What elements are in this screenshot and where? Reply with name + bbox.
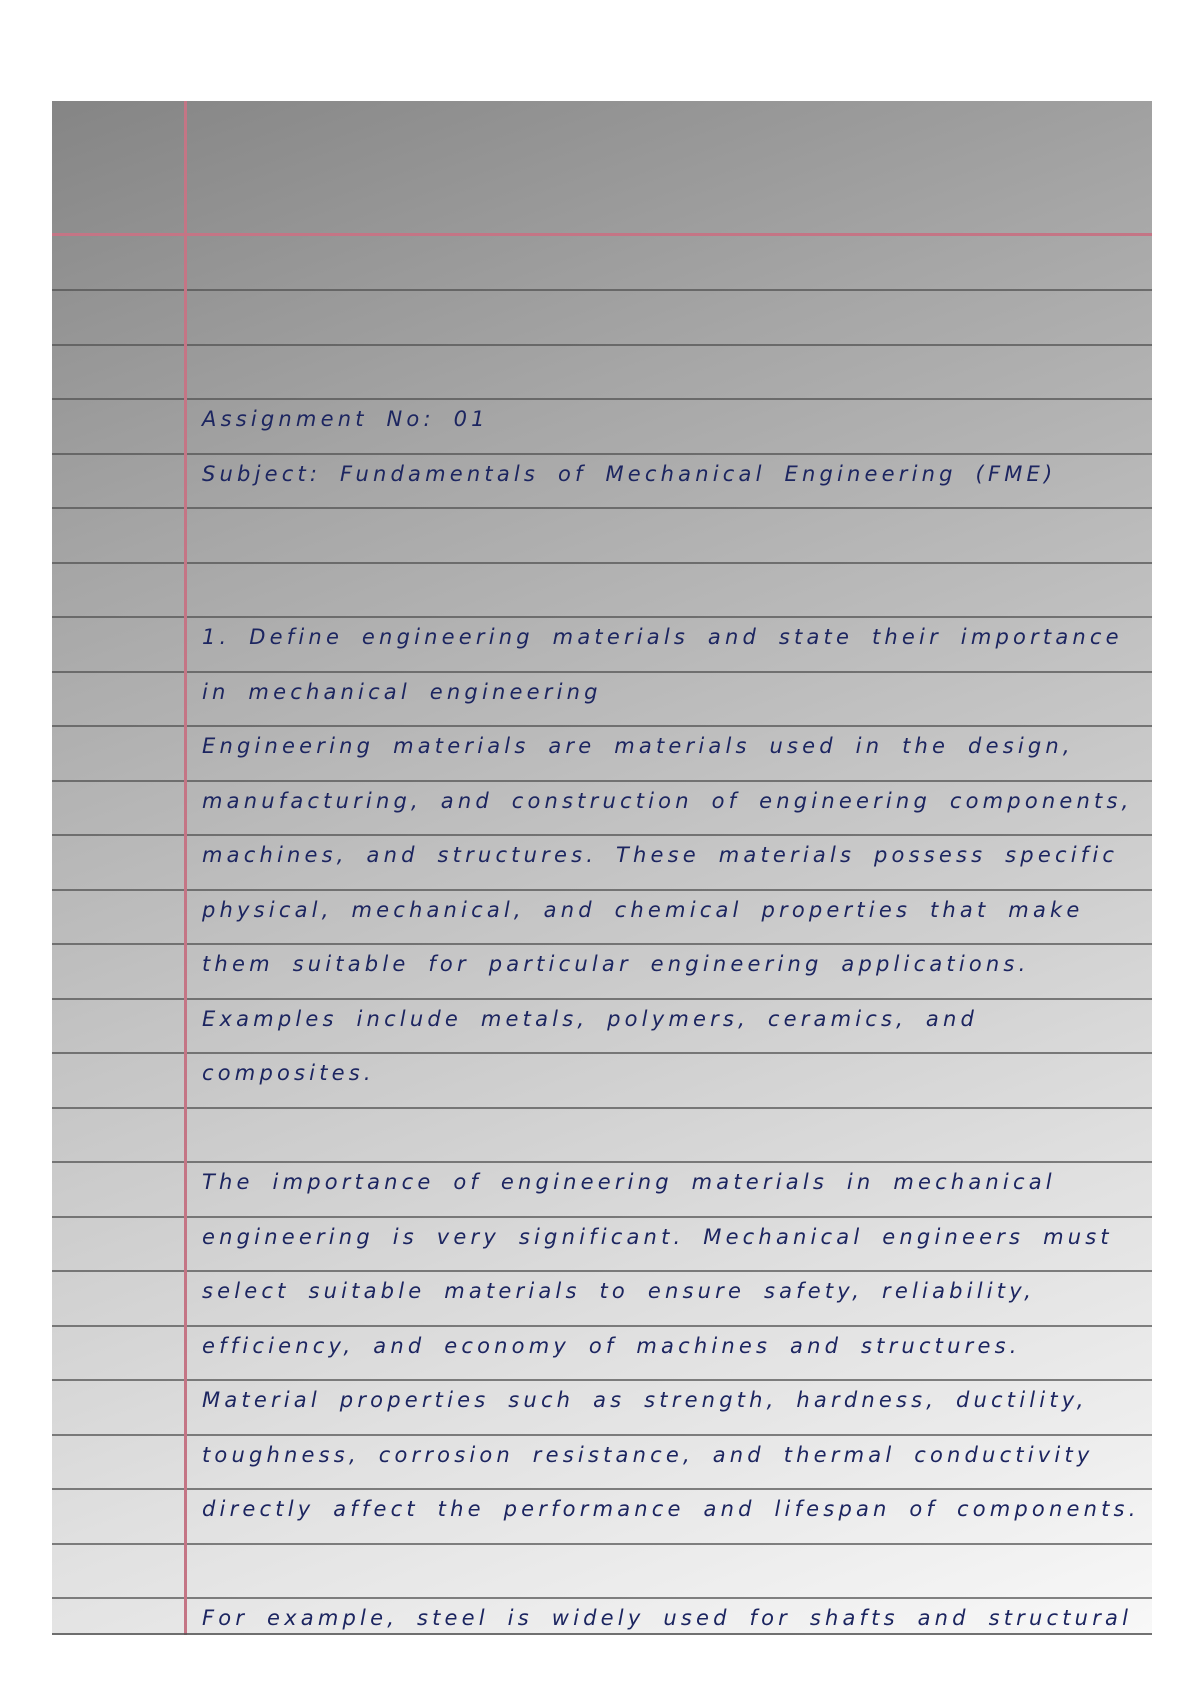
question-line: 1. Define engineering materials and state their importance — [202, 625, 1123, 649]
subject-line: Subject: Fundamentals of Mechanical Engineering (FME) — [202, 461, 1057, 486]
paragraph-line: manufacturing, and construction of engineering components, — [202, 788, 1133, 813]
paragraph-line: machines, and structures. These materials possess specific — [202, 843, 1119, 867]
paragraph-line: directly affect the performance and lifespan of components. — [202, 1497, 1140, 1521]
paragraph-line: For example, steel is widely used for shafts and structural — [202, 1606, 1133, 1630]
handwritten-text — [202, 101, 1152, 1635]
left-margin-line — [184, 101, 187, 1635]
assignment-number: Assignment No: 01 — [202, 407, 489, 431]
paragraph-line: efficiency, and economy of machines and structures. — [202, 1333, 1021, 1358]
paragraph-line: Material properties such as strength, hardness, ductility, — [202, 1388, 1088, 1412]
paragraph-line: physical, mechanical, and chemical properties that make — [202, 897, 1084, 922]
question-line: in mechanical engineering — [202, 679, 602, 704]
paragraph-line: Examples include metals, polymers, ceramics, and — [202, 1006, 979, 1031]
ruled-paper — [52, 101, 1152, 1635]
paragraph-line: them suitable for particular engineering applications. — [202, 952, 1030, 976]
paragraph-line: The importance of engineering materials in mechanical — [202, 1170, 1056, 1194]
paragraph-line: Engineering materials are materials used in the design, — [202, 734, 1074, 758]
paragraph-line: toughness, corrosion resistance, and thermal conductivity — [202, 1442, 1094, 1467]
paragraph-line: engineering is very significant. Mechanical engineers must — [202, 1224, 1113, 1249]
paragraph-line: select suitable materials to ensure safety, reliability, — [202, 1279, 1036, 1303]
paragraph-line: composites. — [202, 1061, 375, 1085]
